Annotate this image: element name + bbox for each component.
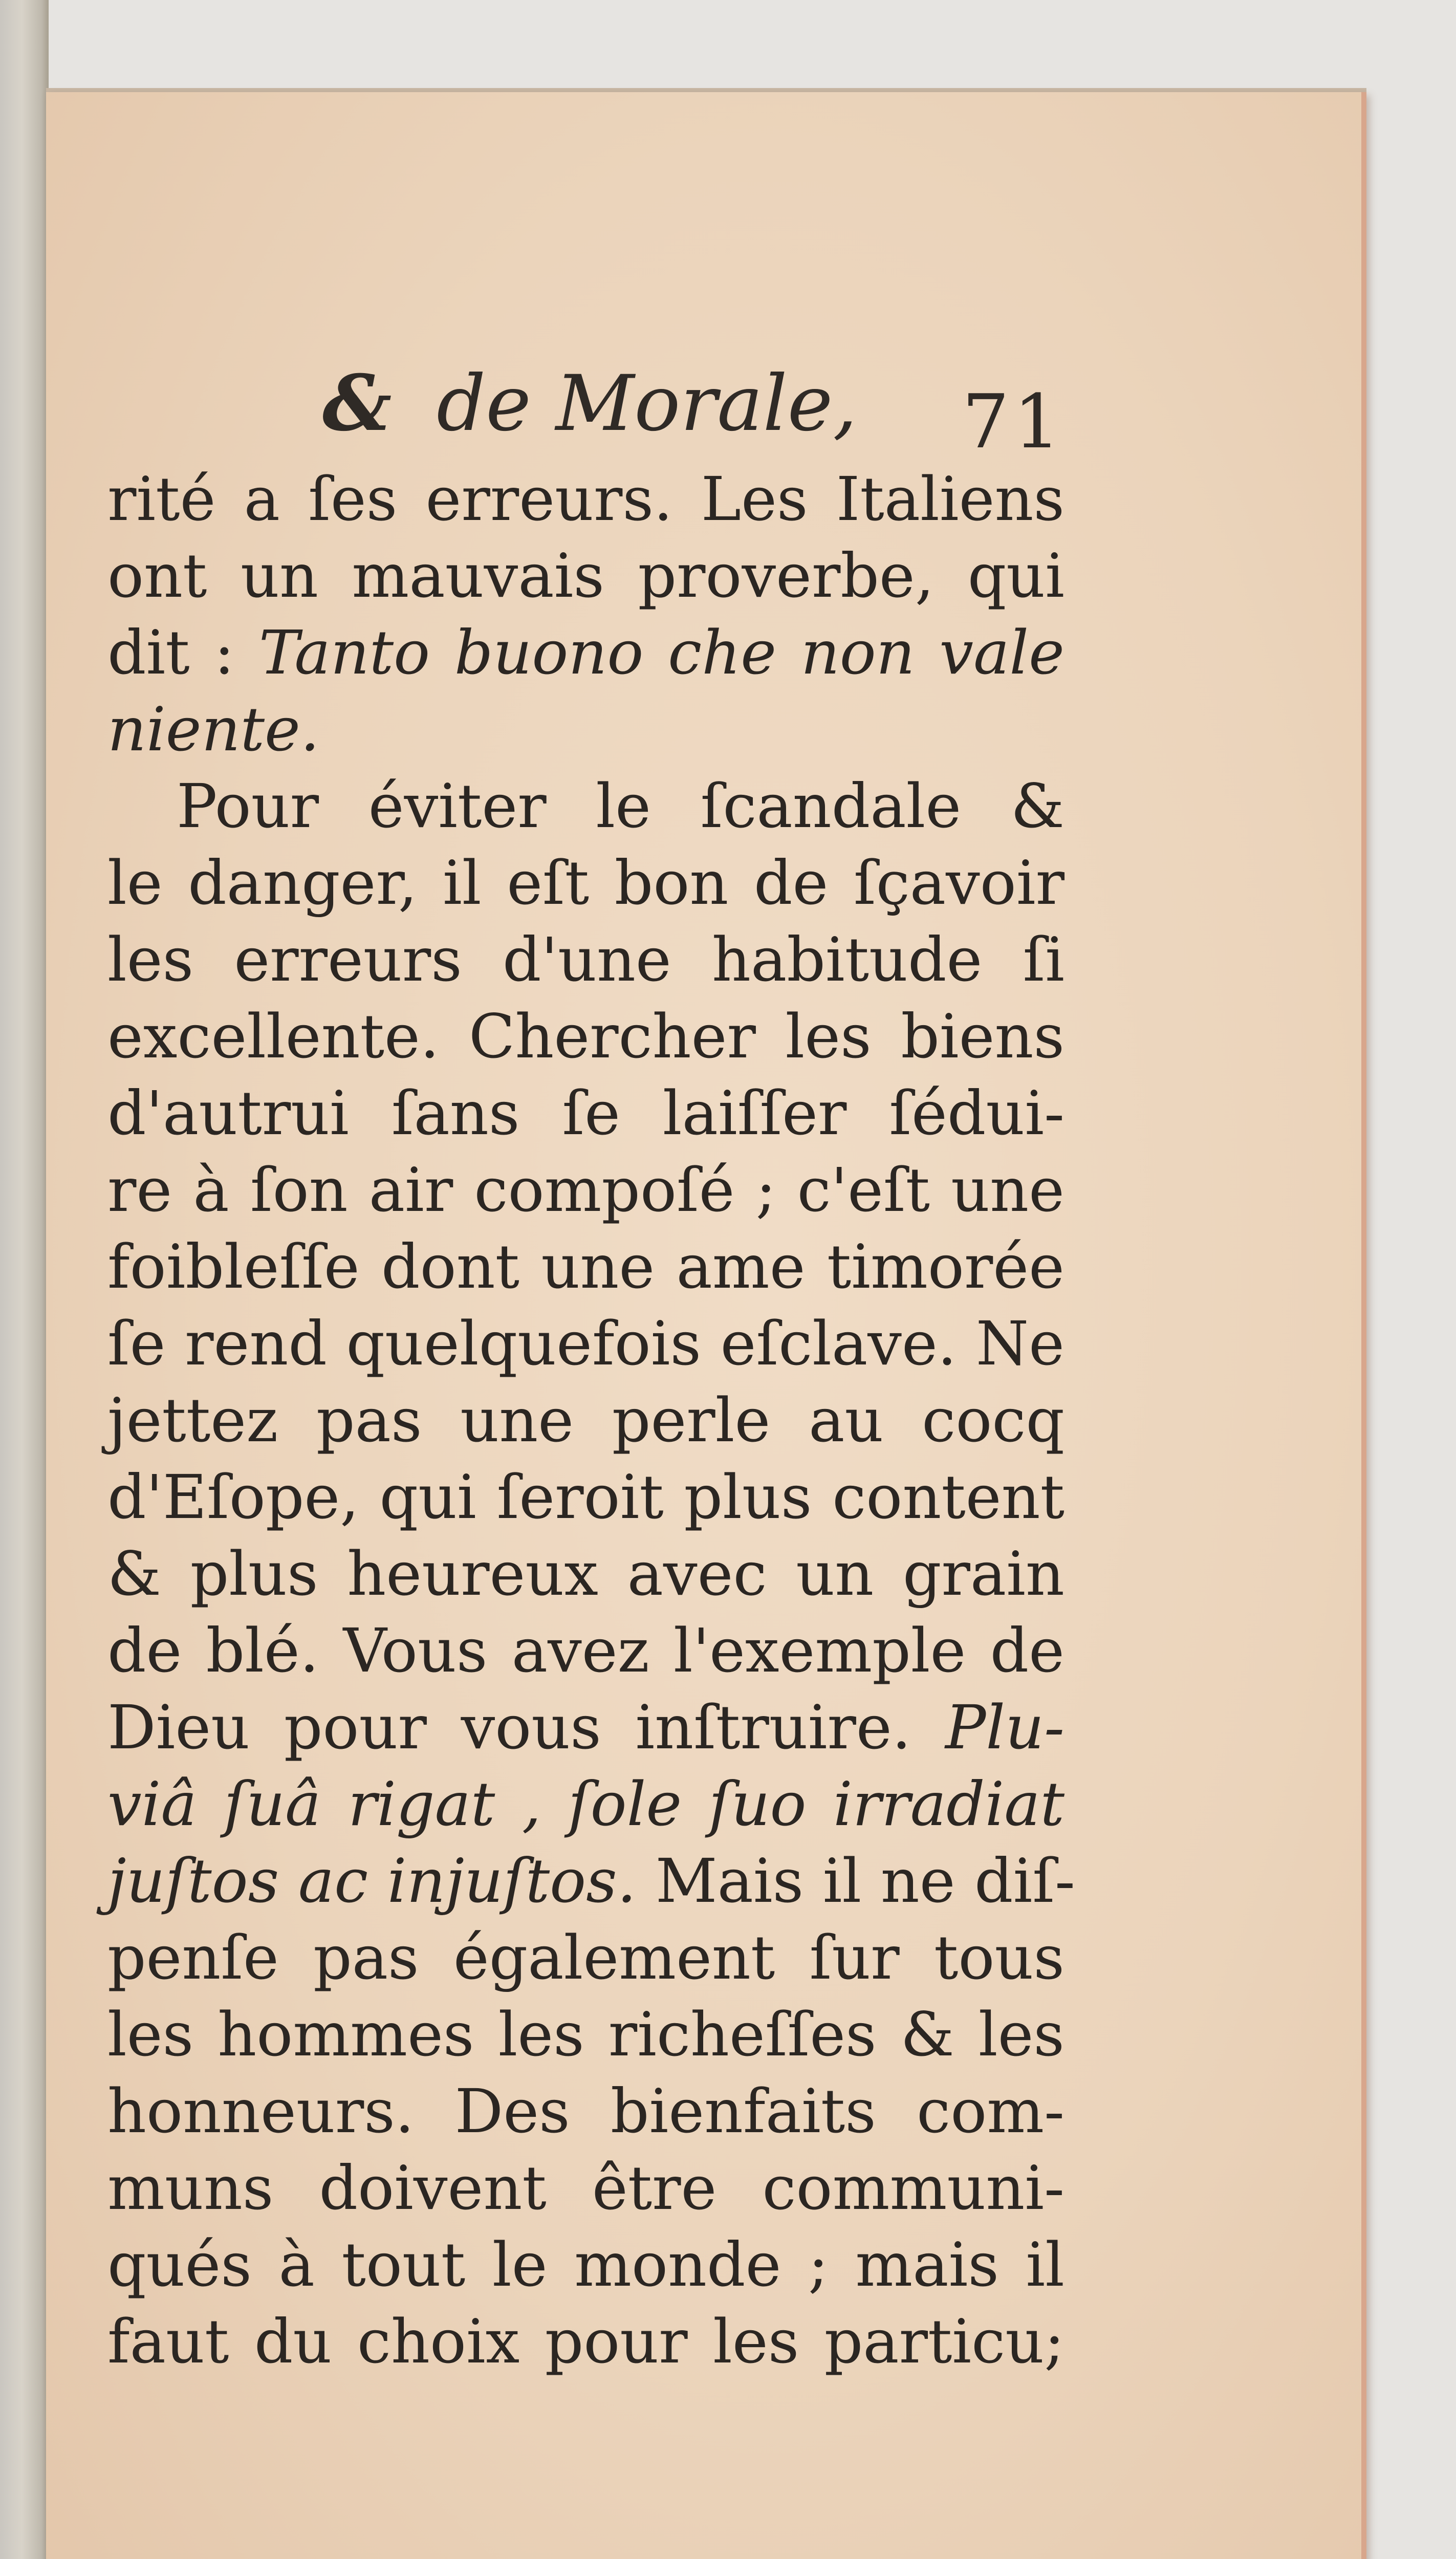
text-line: le danger, il eſt bon de ſçavoir xyxy=(107,848,1064,918)
text-line: foibleſſe dont une ame timorée xyxy=(107,1231,1064,1302)
paragraph-start-line: Pour éviter le ſcandale & xyxy=(177,771,1064,841)
running-head-ampersand: & xyxy=(322,358,392,448)
text-line: viâ ſuâ rigat , ſole ſuo irradiat xyxy=(107,1769,1064,1839)
text-line: penſe pas également ſur tous xyxy=(107,1922,1064,1993)
text-line xyxy=(107,614,1064,691)
italic-quote: niente. xyxy=(107,694,320,765)
text-line: ont un mauvais proverbe, qui xyxy=(107,540,1064,611)
text-fragment: dit : xyxy=(107,617,259,688)
page-number: 71 xyxy=(962,379,1065,465)
text-line: de blé. Vous avez l'exemple de xyxy=(107,1615,1064,1686)
running-head xyxy=(322,358,857,448)
text-line: d'Eſope, qui ſeroit plus content xyxy=(107,1462,1064,1532)
text-line: rité a ſes erreurs. Les Italiens xyxy=(107,464,1064,534)
text-line: qués à tout le monde ; mais il xyxy=(107,2229,1064,2300)
text-line: les hommes les richeſſes & les xyxy=(107,1999,1064,2070)
text-line: excellente. Chercher les biens xyxy=(107,1001,1064,1072)
text-line: re à ſon air compoſé ; c'eſt une xyxy=(107,1155,1064,1225)
italic-quote: juſtos ac injuſtos. xyxy=(107,1846,637,1916)
text-line xyxy=(107,1689,1064,1766)
text-line: muns doivent être communi- xyxy=(107,2153,1064,2223)
text-line: honneurs. Des bienfaits com- xyxy=(107,2076,1064,2146)
text-line xyxy=(107,691,319,768)
text-fragment: Mais il ne diſ- xyxy=(636,1846,1075,1916)
italic-quote: Tanto buono che non vale xyxy=(258,617,1064,688)
text-line: ſe rend quelquefois eſclave. Ne xyxy=(107,1308,1064,1379)
text-line: les erreurs d'une habitude ſi xyxy=(107,924,1064,995)
running-head-title: de Morale, xyxy=(437,359,858,448)
text-line: d'autrui ſans ſe laiſſer ſédui- xyxy=(107,1078,1064,1148)
text-fragment: Dieu pour vous inſtruire. xyxy=(107,1692,945,1763)
text-line: faut du choix pour les particu; xyxy=(107,2306,1064,2377)
text-line xyxy=(107,1842,1075,1919)
italic-quote: Plu- xyxy=(945,1692,1064,1763)
text-line: jettez pas une perle au cocq xyxy=(107,1385,1064,1456)
book-page xyxy=(46,92,1366,2559)
text-line: & plus heureux avec un grain xyxy=(107,1538,1064,1609)
